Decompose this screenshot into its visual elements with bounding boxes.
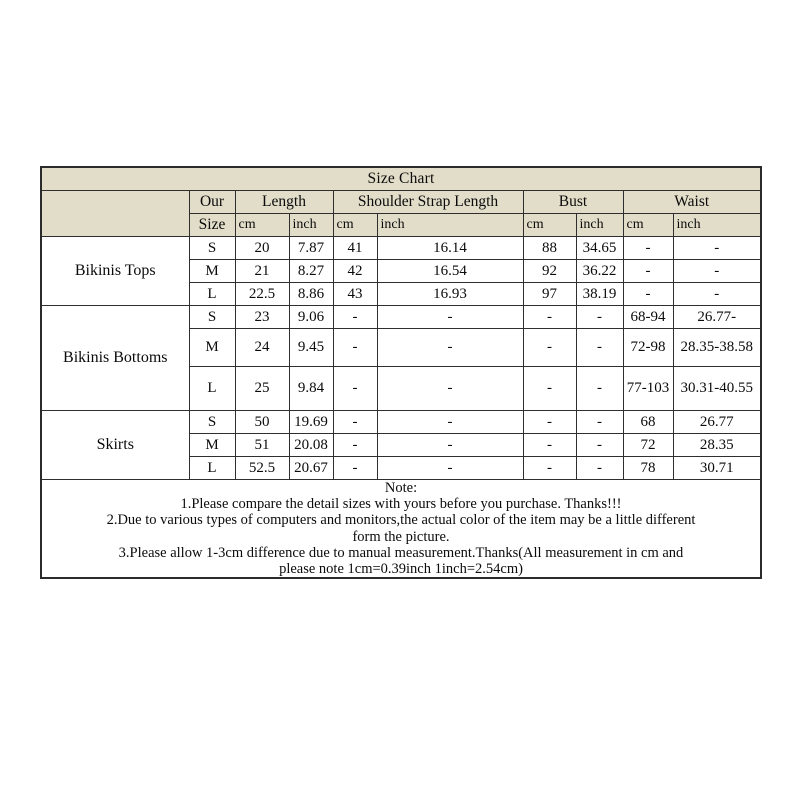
cell-length-cm: 23 xyxy=(235,306,289,329)
header-group-length: Length xyxy=(235,191,333,214)
cell-size: M xyxy=(189,260,235,283)
cell-waist-inch: - xyxy=(673,260,761,283)
header-unit-length-inch: inch xyxy=(289,214,333,237)
cell-strap-inch: 16.54 xyxy=(377,260,523,283)
cell-bust-inch: - xyxy=(576,367,623,411)
header-unit-waist-inch: inch xyxy=(673,214,761,237)
cell-bust-inch: - xyxy=(576,457,623,480)
cell-length-inch: 20.67 xyxy=(289,457,333,480)
cell-strap-inch: - xyxy=(377,457,523,480)
cell-strap-cm: - xyxy=(333,411,377,434)
cell-size: S xyxy=(189,306,235,329)
cell-waist-cm: 77-103 xyxy=(623,367,673,411)
header-unit-strap-cm: cm xyxy=(333,214,377,237)
cell-size: S xyxy=(189,411,235,434)
cell-strap-inch: - xyxy=(377,329,523,367)
category-label-bikinis-bottoms: Bikinis Bottoms xyxy=(41,306,189,411)
cell-strap-cm: - xyxy=(333,306,377,329)
cell-waist-inch: 26.77- xyxy=(673,306,761,329)
header-unit-waist-cm: cm xyxy=(623,214,673,237)
cell-waist-inch: 28.35-38.58 xyxy=(673,329,761,367)
header-group-bust: Bust xyxy=(523,191,623,214)
cell-strap-cm: - xyxy=(333,434,377,457)
cell-waist-cm: 78 xyxy=(623,457,673,480)
cell-size: L xyxy=(189,457,235,480)
cell-length-inch: 9.84 xyxy=(289,367,333,411)
header-unit-strap-inch: inch xyxy=(377,214,523,237)
category-label-bikinis-tops: Bikinis Tops xyxy=(41,237,189,306)
cell-waist-inch: 30.71 xyxy=(673,457,761,480)
cell-waist-inch: 26.77 xyxy=(673,411,761,434)
cell-bust-inch: - xyxy=(576,329,623,367)
table-group-header-row xyxy=(41,191,761,214)
cell-waist-cm: 68 xyxy=(623,411,673,434)
cell-strap-cm: - xyxy=(333,457,377,480)
cell-bust-cm: 92 xyxy=(523,260,576,283)
size-chart-container xyxy=(40,166,760,579)
header-group-waist: Waist xyxy=(623,191,761,214)
cell-bust-cm: - xyxy=(523,306,576,329)
size-chart-table xyxy=(40,166,762,579)
cell-strap-cm: 43 xyxy=(333,283,377,306)
header-our-size-line1: Our xyxy=(189,191,235,214)
cell-waist-cm: 72 xyxy=(623,434,673,457)
cell-bust-cm: 88 xyxy=(523,237,576,260)
note-heading: Note: xyxy=(384,480,418,496)
cell-length-cm: 51 xyxy=(235,434,289,457)
note-line-2a: 2.Due to various types of computers and monitors,the actual color of the item may be a little different xyxy=(106,512,696,529)
note-row xyxy=(41,480,761,579)
cell-waist-cm: - xyxy=(623,237,673,260)
cell-bust-inch: - xyxy=(576,306,623,329)
note-line-2b: form the picture. xyxy=(352,528,450,545)
header-unit-bust-cm: cm xyxy=(523,214,576,237)
cell-length-inch: 9.45 xyxy=(289,329,333,367)
cell-bust-cm: 97 xyxy=(523,283,576,306)
cell-bust-cm: - xyxy=(523,367,576,411)
cell-strap-cm: 41 xyxy=(333,237,377,260)
note-line-3b: please note 1cm=0.39inch 1inch=2.54cm) xyxy=(279,561,523,578)
cell-strap-inch: - xyxy=(377,411,523,434)
cell-length-inch: 9.06 xyxy=(289,306,333,329)
cell-strap-cm: 42 xyxy=(333,260,377,283)
cell-length-inch: 19.69 xyxy=(289,411,333,434)
cell-length-inch: 20.08 xyxy=(289,434,333,457)
cell-strap-inch: - xyxy=(377,306,523,329)
cell-strap-inch: - xyxy=(377,434,523,457)
cell-bust-inch: 36.22 xyxy=(576,260,623,283)
cell-waist-cm: 72-98 xyxy=(623,329,673,367)
cell-length-cm: 52.5 xyxy=(235,457,289,480)
cell-waist-cm: 68-94 xyxy=(623,306,673,329)
cell-size: S xyxy=(189,237,235,260)
cell-bust-cm: - xyxy=(523,411,576,434)
header-our-size-line2: Size xyxy=(189,214,235,237)
cell-strap-cm: - xyxy=(333,329,377,367)
cell-size: L xyxy=(189,283,235,306)
cell-strap-inch: 16.14 xyxy=(377,237,523,260)
category-label-skirts: Skirts xyxy=(41,411,189,480)
note-line-3a: 3.Please allow 1-3cm difference due to manual measurement.Thanks(All measurement in cm and xyxy=(118,544,684,561)
cell-length-cm: 24 xyxy=(235,329,289,367)
header-unit-length-cm: cm xyxy=(235,214,289,237)
cell-strap-inch: - xyxy=(377,367,523,411)
cell-length-cm: 50 xyxy=(235,411,289,434)
cell-strap-inch: 16.93 xyxy=(377,283,523,306)
cell-waist-cm: - xyxy=(623,260,673,283)
cell-length-cm: 25 xyxy=(235,367,289,411)
cell-length-cm: 20 xyxy=(235,237,289,260)
table-row xyxy=(41,237,761,260)
note-line-1: 1.Please compare the detail sizes with yours before you purchase. Thanks!!! xyxy=(180,496,622,513)
table-row xyxy=(41,306,761,329)
cell-bust-cm: - xyxy=(523,329,576,367)
cell-waist-inch: 28.35 xyxy=(673,434,761,457)
page-title: Size Chart xyxy=(41,167,761,191)
cell-bust-inch: - xyxy=(576,411,623,434)
cell-length-inch: 8.27 xyxy=(289,260,333,283)
table-title-row xyxy=(41,167,761,191)
cell-strap-cm: - xyxy=(333,367,377,411)
cell-waist-inch: - xyxy=(673,237,761,260)
cell-waist-inch: 30.31-40.55 xyxy=(673,367,761,411)
cell-size: M xyxy=(189,329,235,367)
cell-size: M xyxy=(189,434,235,457)
header-unit-bust-inch: inch xyxy=(576,214,623,237)
cell-bust-inch: 38.19 xyxy=(576,283,623,306)
cell-bust-cm: - xyxy=(523,457,576,480)
cell-length-inch: 7.87 xyxy=(289,237,333,260)
cell-length-cm: 22.5 xyxy=(235,283,289,306)
cell-length-inch: 8.86 xyxy=(289,283,333,306)
header-group-shoulder-strap-length: Shoulder Strap Length xyxy=(333,191,523,214)
cell-length-cm: 21 xyxy=(235,260,289,283)
table-row xyxy=(41,411,761,434)
cell-size: L xyxy=(189,367,235,411)
note-block xyxy=(41,480,761,579)
cell-bust-inch: 34.65 xyxy=(576,237,623,260)
cell-waist-inch: - xyxy=(673,283,761,306)
header-blank-cell xyxy=(41,191,189,237)
cell-waist-cm: - xyxy=(623,283,673,306)
cell-bust-inch: - xyxy=(576,434,623,457)
cell-bust-cm: - xyxy=(523,434,576,457)
